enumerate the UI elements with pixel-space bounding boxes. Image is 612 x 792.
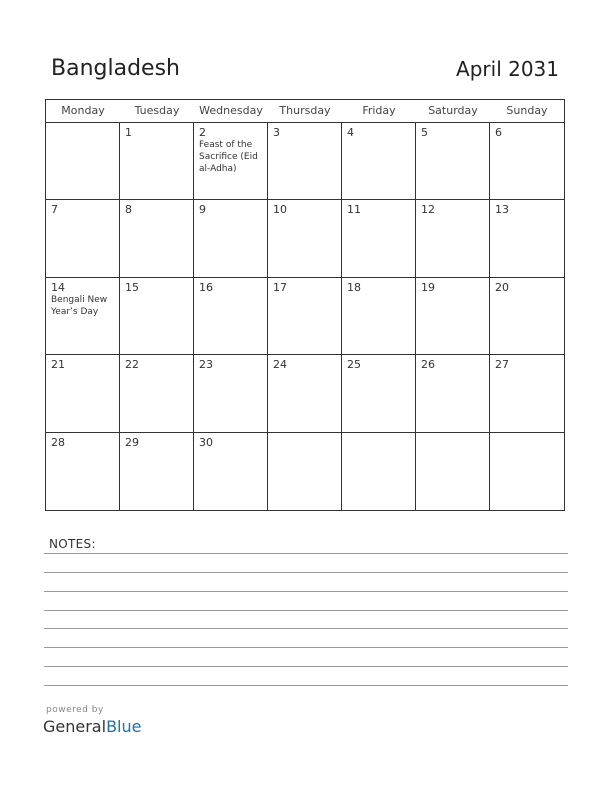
day-cell	[120, 123, 194, 200]
day-number: 28	[51, 435, 65, 449]
day-cell	[490, 123, 564, 200]
day-cell	[194, 433, 268, 510]
day-number: 6	[495, 126, 502, 139]
day-cell	[46, 200, 120, 277]
notes-line	[44, 628, 568, 629]
day-cell	[120, 433, 194, 510]
day-cell	[342, 278, 416, 355]
day-cell	[342, 355, 416, 432]
holiday-label: Bengali New Year’s Day	[51, 294, 108, 317]
month-title: April 2031	[456, 57, 559, 81]
day-number: 24	[273, 358, 287, 372]
day-cell	[268, 355, 342, 432]
weekday-sunday: Sunday	[506, 104, 548, 117]
day-cell	[268, 123, 342, 200]
weekday-friday: Friday	[362, 104, 396, 117]
day-cell	[416, 278, 490, 355]
weekday-wednesday: Wednesday	[199, 104, 263, 117]
notes-label: NOTES:	[49, 537, 96, 551]
day-cell	[342, 123, 416, 200]
day-number: 1	[125, 126, 132, 139]
notes-line	[44, 610, 568, 611]
day-cell	[120, 200, 194, 277]
day-cells	[46, 123, 564, 510]
country-title: Bangladesh	[51, 56, 180, 81]
generalblue-logo	[43, 717, 141, 736]
day-number: 10	[273, 203, 287, 217]
day-cell	[46, 278, 120, 355]
day-cell	[194, 278, 268, 355]
day-number: 19	[421, 280, 435, 294]
day-cell	[194, 200, 268, 277]
day-number: 22	[125, 358, 139, 372]
day-number: 12	[421, 203, 435, 217]
day-number: 4	[347, 126, 354, 139]
day-number: 23	[199, 358, 213, 372]
day-cell	[490, 355, 564, 432]
day-number: 25	[347, 358, 361, 372]
day-cell	[46, 123, 120, 200]
weekday-tuesday: Tuesday	[134, 104, 180, 117]
day-cell	[46, 355, 120, 432]
day-cell	[490, 278, 564, 355]
day-number: 14	[51, 280, 65, 294]
day-cell	[416, 433, 490, 510]
day-cell	[416, 200, 490, 277]
day-cell	[416, 123, 490, 200]
brand-general: General	[43, 717, 107, 736]
day-number: 3	[273, 126, 280, 139]
day-number: 18	[347, 280, 361, 294]
day-number: 30	[199, 435, 213, 449]
calendar-grid	[45, 99, 565, 511]
brand-blue: Blue	[106, 717, 142, 736]
day-number: 11	[347, 203, 361, 217]
day-number: 13	[495, 203, 509, 217]
day-number: 2	[199, 126, 206, 139]
weekday-monday: Monday	[61, 104, 105, 117]
day-cell	[490, 200, 564, 277]
day-cell	[268, 278, 342, 355]
notes-line	[44, 553, 568, 554]
day-cell	[490, 433, 564, 510]
day-cell	[268, 200, 342, 277]
day-number: 5	[421, 126, 428, 139]
day-number: 9	[199, 203, 206, 217]
day-number: 8	[125, 203, 132, 217]
weekday-saturday: Saturday	[428, 104, 478, 117]
notes-line	[44, 647, 568, 648]
day-number: 16	[199, 280, 213, 294]
day-cell	[268, 433, 342, 510]
day-number: 17	[273, 280, 287, 294]
weekday-header	[46, 100, 564, 123]
notes-line	[44, 666, 568, 667]
day-cell	[46, 433, 120, 510]
day-number: 26	[421, 358, 435, 372]
holiday-label: Feast of the Sacrifice (Eid al-Adha)	[199, 140, 258, 174]
day-number: 27	[495, 358, 509, 372]
day-number: 20	[495, 280, 509, 294]
day-cell	[194, 123, 268, 200]
notes-line	[44, 572, 568, 573]
day-cell	[416, 355, 490, 432]
day-number: 29	[125, 435, 139, 449]
notes-line	[44, 685, 568, 686]
weekday-thursday: Thursday	[279, 104, 331, 117]
day-cell	[120, 278, 194, 355]
day-cell	[342, 433, 416, 510]
day-cell	[194, 355, 268, 432]
day-number: 15	[125, 280, 139, 294]
powered-by-text: powered by	[46, 705, 104, 715]
day-cell	[120, 355, 194, 432]
day-number: 21	[51, 358, 65, 372]
day-cell	[342, 200, 416, 277]
notes-line	[44, 591, 568, 592]
day-number: 7	[51, 203, 58, 217]
